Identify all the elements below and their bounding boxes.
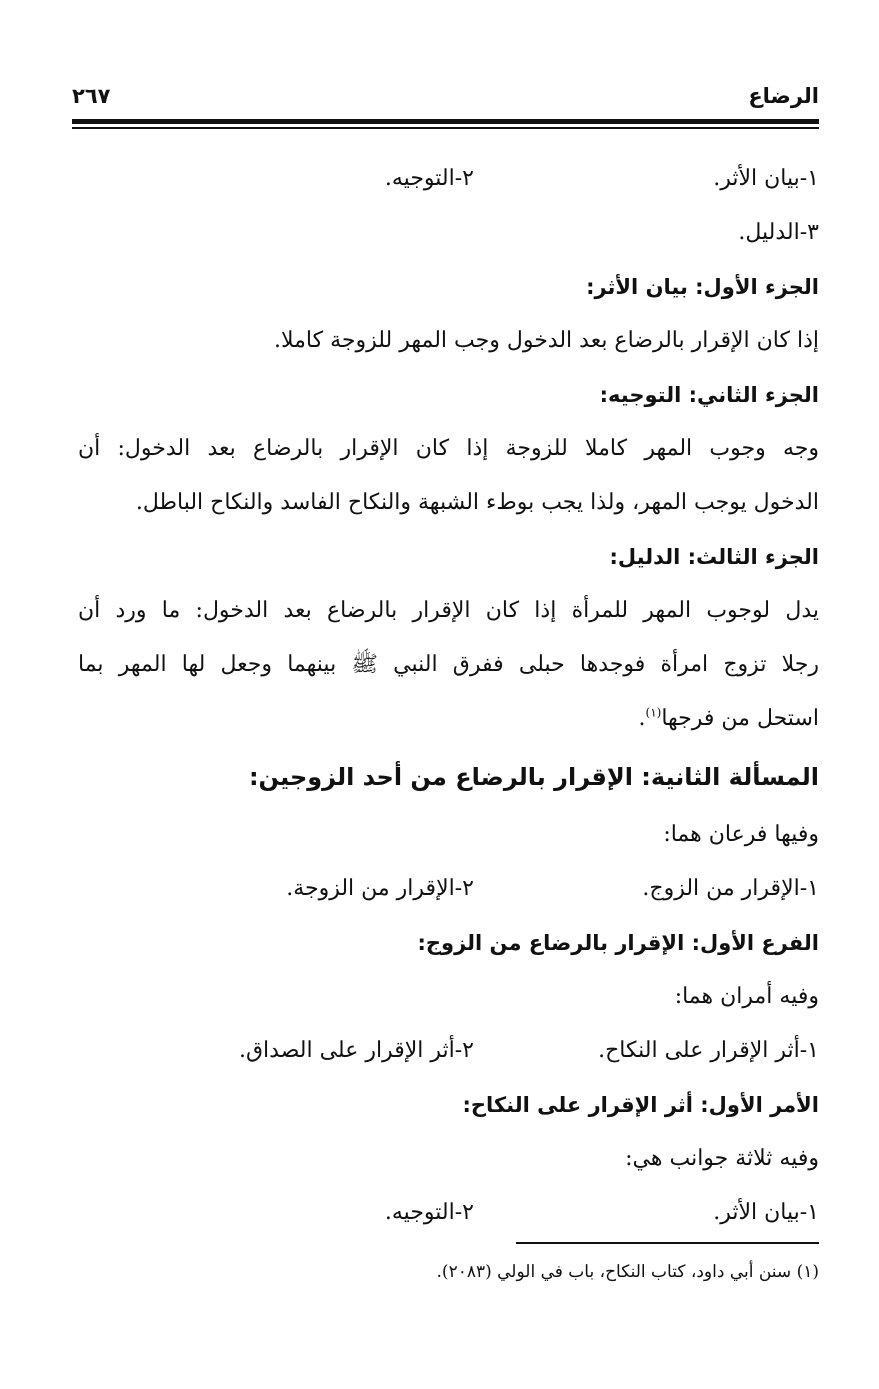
paragraph-line: وجه وجوب المهر كاملا للزوجة إذا كان الإقرار بالرضاع بعد الدخول: أن <box>78 436 819 461</box>
section-heading: الأمر الأول: أثر الإقرار على النكاح: <box>462 1093 819 1117</box>
list-item: ١-الإقرار من الزوج. <box>642 876 819 901</box>
paragraph-line: وفيه ثلاثة جوانب هي: <box>625 1146 819 1171</box>
paragraph-line: رجلا تزوج امرأة فوجدها حبلى ففرق النبي ﷺ بينهما وجعل لها المهر بما <box>78 652 819 677</box>
page-number: ٢٦٧ <box>72 84 111 108</box>
list-item: ٢-الإقرار من الزوجة. <box>286 876 474 901</box>
footnote-separator <box>516 1242 819 1244</box>
list-row <box>78 1186 819 1240</box>
section-heading: الجزء الأول: بيان الأثر: <box>586 275 819 299</box>
paragraph-line: وفيها فرعان هما: <box>663 822 819 847</box>
list-item: ١-أثر الإقرار على النكاح. <box>598 1038 819 1063</box>
header-rule-thin <box>72 127 819 129</box>
section-heading: الجزء الثاني: التوجيه: <box>599 383 819 407</box>
paragraph-line: وفيه أمران هما: <box>674 984 819 1009</box>
list-item: ٢-التوجيه. <box>384 1200 474 1225</box>
list-item: ١-بيان الأثر. <box>713 1200 819 1225</box>
list-row <box>78 862 819 916</box>
list-item: ١-بيان الأثر. <box>713 166 819 191</box>
list-item: ٢-أثر الإقرار على الصداق. <box>238 1038 474 1063</box>
list-item: ٢-التوجيه. <box>384 166 474 191</box>
list-row <box>78 152 819 206</box>
paragraph-line <box>78 692 819 746</box>
paragraph-line: إذا كان الإقرار بالرضاع بعد الدخول وجب المهر للزوجة كاملا. <box>274 328 819 353</box>
list-row <box>78 1024 819 1078</box>
paragraph-text: استحل من فرجها <box>661 706 819 731</box>
header-rule-thick <box>72 119 819 124</box>
paragraph-text: . <box>638 706 646 731</box>
main-text <box>78 152 819 1240</box>
footnote: (١) سنن أبي داود، كتاب النكاح، باب في الولي (٢٠٨٣). <box>436 1262 819 1282</box>
footnote-marker[interactable]: (١) <box>645 705 662 720</box>
list-item: ٣-الدليل. <box>738 220 819 245</box>
running-title: الرضاع <box>748 84 819 108</box>
section-heading: الجزء الثالث: الدليل: <box>609 545 819 569</box>
page-header <box>72 80 819 120</box>
section-heading: الفرع الأول: الإقرار بالرضاع من الزوج: <box>417 931 819 955</box>
paragraph-line: يدل لوجوب المهر للمرأة إذا كان الإقرار بالرضاع بعد الدخول: ما ورد أن <box>78 598 819 623</box>
chapter-heading: المسألة الثانية: الإقرار بالرضاع من أحد الزوجين: <box>248 763 819 791</box>
paragraph-line: الدخول يوجب المهر، ولذا يجب بوطء الشبهة والنكاح الفاسد والنكاح الباطل. <box>135 490 819 515</box>
